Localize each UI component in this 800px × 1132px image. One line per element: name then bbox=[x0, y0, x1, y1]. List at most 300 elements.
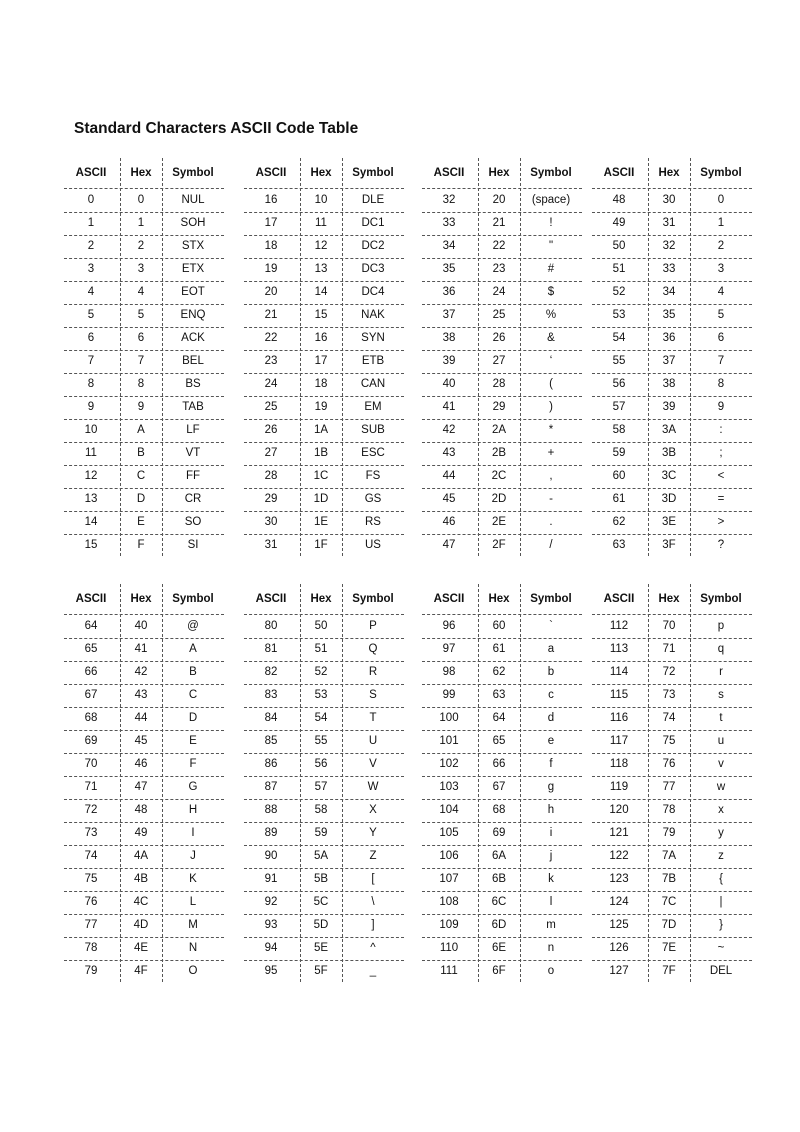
row-divider bbox=[244, 465, 404, 466]
ascii-cell: 14 bbox=[84, 516, 98, 528]
row-divider bbox=[64, 822, 224, 823]
hex-cell: 47 bbox=[134, 781, 148, 793]
ascii-cell: 109 bbox=[439, 919, 459, 931]
ascii-cell: 5 bbox=[87, 309, 95, 321]
hex-cell: 56 bbox=[314, 758, 328, 770]
symbol-cell: D bbox=[188, 712, 198, 724]
symbol-cell: ; bbox=[719, 447, 723, 459]
ascii-cell: 55 bbox=[612, 355, 626, 367]
hex-cell: 12 bbox=[314, 240, 328, 252]
ascii-cell: 33 bbox=[442, 217, 456, 229]
hex-cell: 6E bbox=[491, 942, 507, 954]
symbol-cell: J bbox=[190, 850, 196, 862]
row-divider bbox=[64, 350, 224, 351]
table-group bbox=[242, 158, 406, 576]
symbol-cell: b bbox=[547, 666, 555, 678]
symbol-cell: ESC bbox=[361, 447, 385, 459]
ascii-cell: 11 bbox=[85, 447, 97, 459]
column-header: Hex bbox=[310, 593, 332, 605]
symbol-cell: ( bbox=[549, 378, 553, 390]
symbol-cell: l bbox=[549, 896, 553, 908]
hex-cell: 59 bbox=[314, 827, 328, 839]
ascii-cell: 45 bbox=[442, 493, 456, 505]
hex-cell: 61 bbox=[492, 643, 506, 655]
ascii-cell: 83 bbox=[264, 689, 278, 701]
ascii-cell: 115 bbox=[609, 689, 629, 701]
ascii-cell: 18 bbox=[264, 240, 278, 252]
row-divider bbox=[64, 960, 224, 961]
column-header: Symbol bbox=[700, 167, 742, 179]
row-divider bbox=[422, 212, 582, 213]
ascii-cell: 16 bbox=[264, 194, 278, 206]
hex-cell: 19 bbox=[314, 401, 328, 413]
hex-cell: 4D bbox=[133, 919, 149, 931]
symbol-cell: , bbox=[549, 470, 553, 482]
ascii-cell: 103 bbox=[439, 781, 459, 793]
hex-cell: 2A bbox=[491, 424, 507, 436]
hex-cell: 1F bbox=[314, 539, 328, 551]
row-divider bbox=[244, 960, 404, 961]
row-divider bbox=[64, 488, 224, 489]
hex-cell: 2F bbox=[492, 539, 506, 551]
ascii-cell: 47 bbox=[442, 539, 456, 551]
symbol-cell: DEL bbox=[709, 965, 733, 977]
hex-cell: 7C bbox=[661, 896, 677, 908]
hex-cell: 70 bbox=[662, 620, 676, 632]
hex-cell: 17 bbox=[314, 355, 328, 367]
symbol-cell: v bbox=[718, 758, 724, 770]
ascii-cell: 119 bbox=[609, 781, 629, 793]
hex-cell: 36 bbox=[662, 332, 676, 344]
row-divider bbox=[64, 235, 224, 236]
ascii-cell: 2 bbox=[87, 240, 95, 252]
hex-cell: 1C bbox=[313, 470, 329, 482]
hex-cell: 21 bbox=[492, 217, 506, 229]
ascii-cell: 60 bbox=[612, 470, 626, 482]
symbol-cell: B bbox=[189, 666, 197, 678]
hex-cell: 69 bbox=[492, 827, 506, 839]
hex-cell: 67 bbox=[492, 781, 506, 793]
row-divider bbox=[64, 212, 224, 213]
symbol-cell: f bbox=[549, 758, 553, 770]
ascii-cell: 32 bbox=[442, 194, 456, 206]
row-divider bbox=[64, 188, 224, 189]
hex-cell: 4A bbox=[133, 850, 149, 862]
row-divider bbox=[592, 188, 752, 189]
symbol-cell: $ bbox=[547, 286, 555, 298]
hex-cell: 41 bbox=[134, 643, 148, 655]
row-divider bbox=[592, 419, 752, 420]
ascii-cell: 101 bbox=[439, 735, 459, 747]
ascii-cell: 12 bbox=[84, 470, 98, 482]
hex-cell: 76 bbox=[662, 758, 676, 770]
symbol-cell: BS bbox=[185, 378, 201, 390]
symbol-cell: Z bbox=[369, 850, 377, 862]
column-header: ASCII bbox=[255, 593, 287, 605]
column-header: Hex bbox=[130, 593, 152, 605]
row-divider bbox=[244, 707, 404, 708]
hex-cell: 30 bbox=[662, 194, 676, 206]
hex-cell: 58 bbox=[314, 804, 328, 816]
ascii-cell: 27 bbox=[264, 447, 278, 459]
symbol-cell: DC2 bbox=[361, 240, 385, 252]
ascii-cell: 24 bbox=[264, 378, 278, 390]
symbol-cell: C bbox=[188, 689, 198, 701]
row-divider bbox=[592, 822, 752, 823]
row-divider bbox=[592, 684, 752, 685]
hex-cell: 3A bbox=[661, 424, 677, 436]
row-divider bbox=[244, 511, 404, 512]
row-divider bbox=[592, 937, 752, 938]
column-header: Hex bbox=[658, 167, 680, 179]
hex-cell: 71 bbox=[662, 643, 676, 655]
row-divider bbox=[592, 799, 752, 800]
symbol-cell: 4 bbox=[717, 286, 725, 298]
row-divider bbox=[422, 488, 582, 489]
row-divider bbox=[244, 684, 404, 685]
row-divider bbox=[64, 258, 224, 259]
symbol-cell: US bbox=[365, 539, 381, 551]
row-divider bbox=[422, 235, 582, 236]
table-group bbox=[590, 158, 754, 576]
ascii-cell: 17 bbox=[264, 217, 278, 229]
ascii-cell: 88 bbox=[264, 804, 278, 816]
row-divider bbox=[422, 661, 582, 662]
symbol-cell: T bbox=[369, 712, 377, 724]
column-header: ASCII bbox=[75, 593, 107, 605]
row-divider bbox=[244, 914, 404, 915]
hex-cell: 0 bbox=[137, 194, 145, 206]
row-divider bbox=[592, 891, 752, 892]
hex-cell: 78 bbox=[662, 804, 676, 816]
hex-cell: 26 bbox=[492, 332, 506, 344]
ascii-cell: 126 bbox=[609, 942, 629, 954]
row-divider bbox=[422, 614, 582, 615]
hex-cell: 22 bbox=[492, 240, 506, 252]
ascii-cell: 94 bbox=[264, 942, 278, 954]
page-title: Standard Characters ASCII Code Table bbox=[74, 120, 359, 137]
ascii-cell: 8 bbox=[87, 378, 95, 390]
ascii-cell: 48 bbox=[612, 194, 626, 206]
row-divider bbox=[244, 799, 404, 800]
hex-cell: 1B bbox=[313, 447, 329, 459]
hex-cell: 29 bbox=[492, 401, 506, 413]
hex-cell: 4C bbox=[133, 896, 149, 908]
symbol-cell: c bbox=[548, 689, 554, 701]
hex-cell: 77 bbox=[662, 781, 676, 793]
symbol-cell: S bbox=[369, 689, 377, 701]
ascii-cell: 102 bbox=[439, 758, 459, 770]
symbol-cell: p bbox=[717, 620, 725, 632]
symbol-cell: SOH bbox=[180, 217, 206, 229]
symbol-cell: ~ bbox=[717, 942, 725, 954]
hex-cell: 60 bbox=[492, 620, 506, 632]
symbol-cell: * bbox=[548, 424, 554, 436]
symbol-cell: N bbox=[188, 942, 198, 954]
hex-cell: 10 bbox=[314, 194, 328, 206]
symbol-cell: (space) bbox=[531, 194, 571, 206]
hex-cell: 6F bbox=[492, 965, 506, 977]
ascii-cell: 92 bbox=[264, 896, 278, 908]
symbol-cell: SO bbox=[184, 516, 202, 528]
row-divider bbox=[422, 188, 582, 189]
symbol-cell: ACK bbox=[181, 332, 205, 344]
ascii-cell: 81 bbox=[264, 643, 278, 655]
symbol-cell: LF bbox=[186, 424, 200, 436]
hex-cell: 5D bbox=[313, 919, 329, 931]
symbol-cell: ‘ bbox=[549, 355, 553, 367]
ascii-cell: 63 bbox=[612, 539, 626, 551]
ascii-cell: 122 bbox=[609, 850, 629, 862]
symbol-cell: NUL bbox=[181, 194, 205, 206]
hex-cell: 42 bbox=[134, 666, 148, 678]
row-divider bbox=[64, 799, 224, 800]
symbol-cell: ? bbox=[717, 539, 725, 551]
row-divider bbox=[592, 960, 752, 961]
symbol-cell: . bbox=[549, 516, 553, 528]
ascii-cell: 87 bbox=[264, 781, 278, 793]
column-header: ASCII bbox=[603, 593, 635, 605]
ascii-cell: 71 bbox=[84, 781, 98, 793]
ascii-cell: 35 bbox=[442, 263, 456, 275]
hex-cell: 46 bbox=[134, 758, 148, 770]
row-divider bbox=[422, 960, 582, 961]
hex-cell: 3C bbox=[661, 470, 677, 482]
ascii-table-32-127 bbox=[62, 584, 756, 1002]
symbol-cell: VT bbox=[185, 447, 201, 459]
hex-cell: 4F bbox=[134, 965, 148, 977]
ascii-cell: 57 bbox=[612, 401, 626, 413]
symbol-cell: H bbox=[188, 804, 198, 816]
hex-cell: C bbox=[136, 470, 146, 482]
column-header: ASCII bbox=[75, 167, 107, 179]
ascii-cell: 113 bbox=[609, 643, 629, 655]
ascii-cell: 6 bbox=[87, 332, 95, 344]
symbol-cell: n bbox=[547, 942, 555, 954]
row-divider bbox=[422, 799, 582, 800]
hex-cell: 64 bbox=[492, 712, 506, 724]
row-divider bbox=[422, 396, 582, 397]
symbol-cell: } bbox=[719, 919, 723, 931]
row-divider bbox=[592, 614, 752, 615]
column-header: Hex bbox=[658, 593, 680, 605]
column-header: ASCII bbox=[255, 167, 287, 179]
row-divider bbox=[244, 868, 404, 869]
ascii-cell: 91 bbox=[264, 873, 278, 885]
hex-cell: 20 bbox=[492, 194, 506, 206]
row-divider bbox=[64, 327, 224, 328]
hex-cell: 2E bbox=[491, 516, 507, 528]
hex-cell: 1A bbox=[313, 424, 329, 436]
symbol-cell: ! bbox=[549, 217, 553, 229]
ascii-cell: 64 bbox=[84, 620, 98, 632]
hex-cell: 3D bbox=[661, 493, 677, 505]
ascii-cell: 4 bbox=[87, 286, 95, 298]
row-divider bbox=[592, 373, 752, 374]
ascii-cell: 96 bbox=[442, 620, 456, 632]
row-divider bbox=[64, 281, 224, 282]
hex-cell: 74 bbox=[662, 712, 676, 724]
ascii-cell: 68 bbox=[84, 712, 98, 724]
table-group bbox=[242, 584, 406, 1002]
symbol-cell: _ bbox=[369, 965, 377, 977]
table-group bbox=[420, 584, 584, 1002]
ascii-table-0-31 bbox=[62, 158, 756, 576]
ascii-cell: 36 bbox=[442, 286, 456, 298]
row-divider bbox=[64, 373, 224, 374]
row-divider bbox=[64, 753, 224, 754]
ascii-cell: 107 bbox=[439, 873, 459, 885]
column-header: ASCII bbox=[433, 593, 465, 605]
ascii-cell: 98 bbox=[442, 666, 456, 678]
ascii-cell: 127 bbox=[609, 965, 629, 977]
symbol-cell: X bbox=[369, 804, 377, 816]
symbol-cell: STX bbox=[181, 240, 205, 252]
row-divider bbox=[592, 845, 752, 846]
row-divider bbox=[592, 465, 752, 466]
symbol-cell: ETX bbox=[181, 263, 205, 275]
hex-cell: 57 bbox=[314, 781, 328, 793]
row-divider bbox=[244, 822, 404, 823]
row-divider bbox=[592, 488, 752, 489]
symbol-cell: m bbox=[546, 919, 556, 931]
ascii-cell: 49 bbox=[612, 217, 626, 229]
symbol-cell: 2 bbox=[717, 240, 725, 252]
hex-cell: 53 bbox=[314, 689, 328, 701]
hex-cell: 37 bbox=[662, 355, 676, 367]
hex-cell: 7D bbox=[661, 919, 677, 931]
symbol-cell: ENQ bbox=[180, 309, 206, 321]
symbol-cell: [ bbox=[371, 873, 375, 885]
row-divider bbox=[244, 304, 404, 305]
symbol-cell: 5 bbox=[717, 309, 725, 321]
row-divider bbox=[592, 776, 752, 777]
hex-cell: 11 bbox=[315, 217, 327, 229]
hex-cell: 6B bbox=[491, 873, 507, 885]
ascii-cell: 44 bbox=[442, 470, 456, 482]
symbol-cell: E bbox=[189, 735, 197, 747]
hex-cell: 5E bbox=[313, 942, 329, 954]
symbol-cell: U bbox=[368, 735, 378, 747]
symbol-cell: g bbox=[547, 781, 555, 793]
hex-cell: 5F bbox=[314, 965, 328, 977]
ascii-cell: 34 bbox=[442, 240, 456, 252]
row-divider bbox=[64, 465, 224, 466]
row-divider bbox=[244, 212, 404, 213]
ascii-cell: 90 bbox=[264, 850, 278, 862]
ascii-cell: 125 bbox=[609, 919, 629, 931]
ascii-cell: 52 bbox=[612, 286, 626, 298]
hex-cell: 5A bbox=[313, 850, 329, 862]
row-divider bbox=[244, 235, 404, 236]
hex-cell: 32 bbox=[662, 240, 676, 252]
hex-cell: 66 bbox=[492, 758, 506, 770]
ascii-cell: 29 bbox=[264, 493, 278, 505]
row-divider bbox=[64, 845, 224, 846]
ascii-cell: 99 bbox=[442, 689, 456, 701]
symbol-cell: 3 bbox=[717, 263, 725, 275]
row-divider bbox=[244, 614, 404, 615]
symbol-cell: u bbox=[717, 735, 725, 747]
hex-cell: 63 bbox=[492, 689, 506, 701]
ascii-cell: 74 bbox=[84, 850, 98, 862]
row-divider bbox=[592, 396, 752, 397]
symbol-cell: 8 bbox=[717, 378, 725, 390]
symbol-cell: h bbox=[547, 804, 555, 816]
row-divider bbox=[244, 419, 404, 420]
symbol-cell: x bbox=[718, 804, 724, 816]
hex-cell: 62 bbox=[492, 666, 506, 678]
symbol-cell: / bbox=[549, 539, 553, 551]
symbol-cell: ) bbox=[549, 401, 553, 413]
symbol-cell: FS bbox=[365, 470, 381, 482]
row-divider bbox=[244, 845, 404, 846]
symbol-cell: k bbox=[548, 873, 554, 885]
row-divider bbox=[422, 534, 582, 535]
row-divider bbox=[422, 442, 582, 443]
hex-cell: 45 bbox=[134, 735, 148, 747]
ascii-cell: 100 bbox=[439, 712, 459, 724]
row-divider bbox=[244, 661, 404, 662]
column-header: Symbol bbox=[700, 593, 742, 605]
symbol-cell: SI bbox=[187, 539, 199, 551]
symbol-cell: d bbox=[547, 712, 555, 724]
symbol-cell: % bbox=[545, 309, 557, 321]
ascii-cell: 85 bbox=[264, 735, 278, 747]
symbol-cell: ` bbox=[549, 620, 553, 632]
symbol-cell: @ bbox=[187, 620, 199, 632]
hex-cell: 54 bbox=[314, 712, 328, 724]
row-divider bbox=[422, 914, 582, 915]
hex-cell: 4B bbox=[133, 873, 149, 885]
ascii-cell: 61 bbox=[612, 493, 626, 505]
ascii-cell: 95 bbox=[264, 965, 278, 977]
symbol-cell: O bbox=[188, 965, 198, 977]
ascii-cell: 97 bbox=[442, 643, 456, 655]
symbol-cell: w bbox=[716, 781, 726, 793]
ascii-cell: 62 bbox=[612, 516, 626, 528]
row-divider bbox=[64, 614, 224, 615]
symbol-cell: s bbox=[718, 689, 724, 701]
symbol-cell: e bbox=[547, 735, 555, 747]
symbol-cell: SUB bbox=[361, 424, 385, 436]
row-divider bbox=[64, 707, 224, 708]
row-divider bbox=[592, 707, 752, 708]
ascii-cell: 38 bbox=[442, 332, 456, 344]
ascii-cell: 39 bbox=[442, 355, 456, 367]
ascii-cell: 10 bbox=[84, 424, 98, 436]
hex-cell: 1 bbox=[137, 217, 145, 229]
symbol-cell: r bbox=[719, 666, 723, 678]
symbol-cell: < bbox=[717, 470, 725, 482]
column-header: Symbol bbox=[530, 593, 572, 605]
row-divider bbox=[64, 776, 224, 777]
row-divider bbox=[592, 534, 752, 535]
ascii-cell: 69 bbox=[84, 735, 98, 747]
ascii-cell: 75 bbox=[84, 873, 98, 885]
row-divider bbox=[422, 511, 582, 512]
column-header: Symbol bbox=[352, 167, 394, 179]
row-divider bbox=[64, 511, 224, 512]
ascii-cell: 53 bbox=[612, 309, 626, 321]
row-divider bbox=[244, 396, 404, 397]
ascii-cell: 13 bbox=[84, 493, 98, 505]
row-divider bbox=[64, 914, 224, 915]
ascii-cell: 43 bbox=[442, 447, 456, 459]
symbol-cell: BEL bbox=[182, 355, 204, 367]
hex-cell: 2B bbox=[491, 447, 507, 459]
symbol-cell: M bbox=[188, 919, 198, 931]
